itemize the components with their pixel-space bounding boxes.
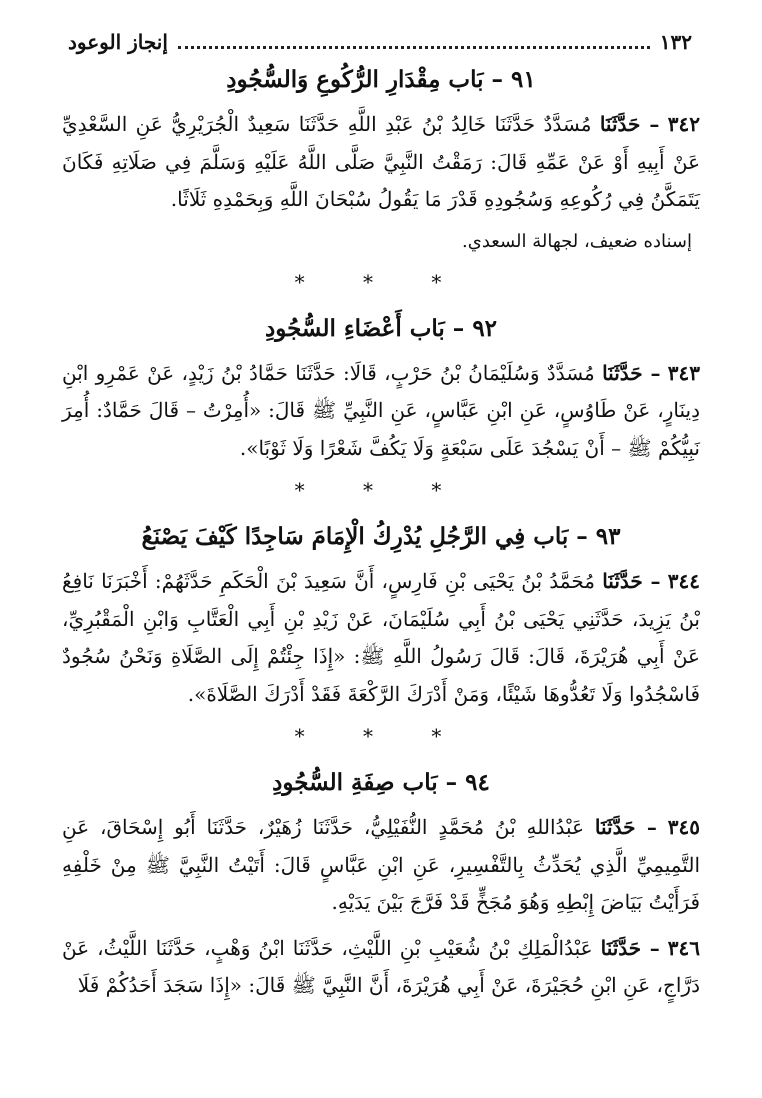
hadith-342: ٣٤٢ – حَدَّثَنَا مُسَدَّدٌ حَدَّثَنَا خَالِدُ بْنُ عَبْدِ اللَّهِ حَدَّثَنَا سَعِيدٌ الْجُرَيْرِيُّ عَنِ السَّعْدِيِّ عَنْ أَبِيهِ أَوْ عَنْ عَمِّهِ قَالَ: رَمَقْتُ النَّبِيَّ صَلَّى اللَّهُ عَلَيْهِ وَسَلَّمَ فِي صَلَاتِهِ فَكَانَ يَتَمَكَّنُ فِي رُكُوعِهِ وَسُجُودِهِ قَدْرَ مَا يَقُولُ سُبْحَانَ اللَّهِ وَبِحَمْدِهِ ثَلَاثًا. [62,112,701,211]
chapter-title-92: ٩٢ – بَاب أَعْضَاءِ السُّجُودِ [264,314,498,342]
hadith-343: ٣٤٣ – حَدَّثَنَا مُسَدَّدٌ وَسُلَيْمَانُ بْنُ حَرْبٍ، قَالَا: حَدَّثَنَا حَمَّادُ بْنُ زَيْدٍ، عَنْ عَمْرِو ابْنِ دِينَارٍ، عَنْ طَاوُسٍ، عَنِ ابْنِ عَبَّاسٍ، عَنِ النَّبِيِّ ﷺ قَالَ: «أُمِرْتُ – قَالَ حَمَّادٌ: أُمِرَ نَبِيُّكُمْ ﷺ – أَنْ يَسْجُدَ عَلَى سَبْعَةٍ وَلَا يَكُفَّ شَعْرًا وَلَا ثَوْبًا». [62,360,701,460]
header-dotted-leader [178,36,650,49]
hadith-text: عَبْدُالْمَلِكِ بْنُ شُعَيْبِ بْنِ اللَّيْثِ، حَدَّثَنَا ابْنُ وَهْبٍ، حَدَّثَنَا اللَّيْثُ، عَنْ دَرَّاجٍ، عَنِ ابْنِ حُجَيْرَةَ، عَنْ أَبِي هُرَيْرَةَ، أَنَّ النَّبِيَّ ﷺ قَالَ: «إِذَا سَجَدَ أَحَدُكُمْ فَلَا [62,935,700,997]
book-title: إنجاز الوعود [68,30,168,54]
hadith-lead: حَدَّثَنَا [602,360,643,385]
hadith-lead: حَدَّثَنَا [594,815,636,839]
hadith-text: عَبْدُاللهِ بْنُ مُحَمَّدٍ النُّفَيْلِيُّ، حَدَّثَنَا زُهَيْرٌ، حَدَّثَنَا أَبُو إِسْحَاقَ، عَنِ التَّمِيمِيِّ الَّذِي يُحَدِّثُ بِالتَّفْسِيرِ، عَنِ ابْنِ عَبَّاسٍ قَالَ: أَتَيْتُ النَّبِيَّ ﷺ مِنْ خَلْفِهِ فَرَأَيْتُ بَيَاضَ إِبْطِهِ وَهُوَ مُجَخٍّ قَدْ فَرَّجَ بَيْنَ يَدَيْهِ. [62,815,700,914]
hadith-number: ٣٤٥ [667,815,701,839]
chapter-title-93: ٩٣ – بَاب فِي الرَّجُلِ يُدْرِكُ الْإِمَامَ سَاجِدًا كَيْفَ يَصْنَعُ [141,523,621,550]
hadith-text: مُسَدَّدٌ حَدَّثَنَا خَالِدُ بْنُ عَبْدِ اللَّهِ حَدَّثَنَا سَعِيدٌ الْجُرَيْرِيُّ عَنِ السَّعْدِيِّ عَنْ أَبِيهِ أَوْ عَنْ عَمِّهِ قَالَ: رَمَقْتُ النَّبِيَّ صَلَّى اللَّهُ عَلَيْهِ وَسَلَّمَ فِي صَلَاتِهِ فَكَانَ يَتَمَكَّنُ فِي رُكُوعِهِ وَسُجُودِهِ قَدْرَ مَا يَقُولُ سُبْحَانَ اللَّهِ وَبِحَمْدِهِ ثَلَاثًا. [62,112,700,211]
hadith-lead: حَدَّثَنَا [600,935,642,960]
section-separator: * * * [294,478,468,502]
hadith-344: ٣٤٤ – حَدَّثَنَا مُحَمَّدُ بْنُ يَحْيَى بْنِ فَارِسٍ، أَنَّ سَعِيدَ بْنَ الْحَكَمِ حَدَّثَهُمْ: أَخْبَرَنَا نَافِعُ بْنُ يَزِيدَ، حَدَّثَنِي يَحْيَى بْنُ أَبِي سُلَيْمَانَ، عَنْ زَيْدِ بْنِ أَبِي الْعَتَّابِ وَابْنِ الْمَقْبُرِيِّ، عَنْ أَبِي هُرَيْرَةَ، قَالَ: قَالَ رَسُولُ اللَّهِ ﷺ: «إِذَا جِئْتُمْ إِلَى الصَّلَاةِ وَنَحْنُ سُجُودٌ فَاسْجُدُوا وَلَا تَعُدُّوهَا شَيْئًا، وَمَنْ أَدْرَكَ الرَّكْعَةَ فَقَدْ أَدْرَكَ الصَّلَاةَ». [62,569,701,706]
hadith-345: ٣٤٥ – حَدَّثَنَا عَبْدُاللهِ بْنُ مُحَمَّدٍ النُّفَيْلِيُّ، حَدَّثَنَا زُهَيْرٌ، حَدَّثَنَا أَبُو إِسْحَاقَ، عَنِ التَّمِيمِيِّ الَّذِي يُحَدِّثُ بِالتَّفْسِيرِ، عَنِ ابْنِ عَبَّاسٍ قَالَ: أَتَيْتُ النَّبِيَّ ﷺ مِنْ خَلْفِهِ فَرَأَيْتُ بَيَاضَ إِبْطِهِ وَهُوَ مُجَخٍّ قَدْ فَرَّجَ بَيْنَ يَدَيْهِ. [62,815,701,914]
hadith-text: مُحَمَّدُ بْنُ يَحْيَى بْنِ فَارِسٍ، أَنَّ سَعِيدَ بْنَ الْحَكَمِ حَدَّثَهُمْ: أَخْبَرَنَا نَافِعُ بْنُ يَزِيدَ، حَدَّثَنِي يَحْيَى بْنُ أَبِي سُلَيْمَانَ، عَنْ زَيْدِ بْنِ أَبِي الْعَتَّابِ وَابْنِ الْمَقْبُرِيِّ، عَنْ أَبِي هُرَيْرَةَ، قَالَ: قَالَ رَسُولُ اللَّهِ ﷺ: «إِذَا جِئْتُمْ إِلَى الصَّلَاةِ وَنَحْنُ سُجُودٌ فَاسْجُدُوا وَلَا تَعُدُّوهَا شَيْئًا، وَمَنْ أَدْرَكَ الرَّكْعَةَ فَقَدْ أَدْرَكَ الصَّلَاةَ». [62,569,700,706]
section-separator: * * * [294,724,468,748]
hadith-number: ٣٤٢ [667,112,701,136]
chapter-title-94: ٩٤ – بَاب صِفَةِ السُّجُودِ [272,769,490,796]
hadith-lead: حَدَّثَنَا [599,112,641,136]
page-header [68,28,692,56]
section-separator: * * * [294,269,468,294]
page-number: ١٣٢ [659,30,692,54]
hadith-text: مُسَدَّدٌ وَسُلَيْمَانُ بْنُ حَرْبٍ، قَالَا: حَدَّثَنَا حَمَّادُ بْنُ زَيْدٍ، عَنْ عَمْرِو ابْنِ دِينَارٍ، عَنْ طَاوُسٍ، عَنِ ابْنِ عَبَّاسٍ، عَنِ النَّبِيِّ ﷺ قَالَ: «أُمِرْتُ – قَالَ حَمَّادٌ: أُمِرَ نَبِيُّكُمْ ﷺ – أَنْ يَسْجُدَ عَلَى سَبْعَةٍ وَلَا يَكُفَّ شَعْرًا وَلَا ثَوْبًا». [62,360,700,460]
hadith-346: ٣٤٦ – حَدَّثَنَا عَبْدُالْمَلِكِ بْنُ شُعَيْبِ بْنِ اللَّيْثِ، حَدَّثَنَا ابْنُ وَهْبٍ، حَدَّثَنَا اللَّيْثُ، عَنْ دَرَّاجٍ، عَنِ ابْنِ حُجَيْرَةَ، عَنْ أَبِي هُرَيْرَةَ، أَنَّ النَّبِيَّ ﷺ قَالَ: «إِذَا سَجَدَ أَحَدُكُمْ فَلَا [62,935,701,997]
hadith-number: ٣٤٤ [667,569,701,593]
isnad-note: إسناده ضعيف، لجهالة السعدي. [462,230,692,252]
hadith-lead: حَدَّثَنَا [602,569,643,593]
chapter-title-91: ٩١ – بَاب مِقْدَارِ الرُّكُوعِ وَالسُّجُودِ [226,66,536,93]
page-content [62,58,700,1005]
hadith-number: ٣٤٦ [667,935,701,960]
hadith-number: ٣٤٣ [667,360,701,385]
